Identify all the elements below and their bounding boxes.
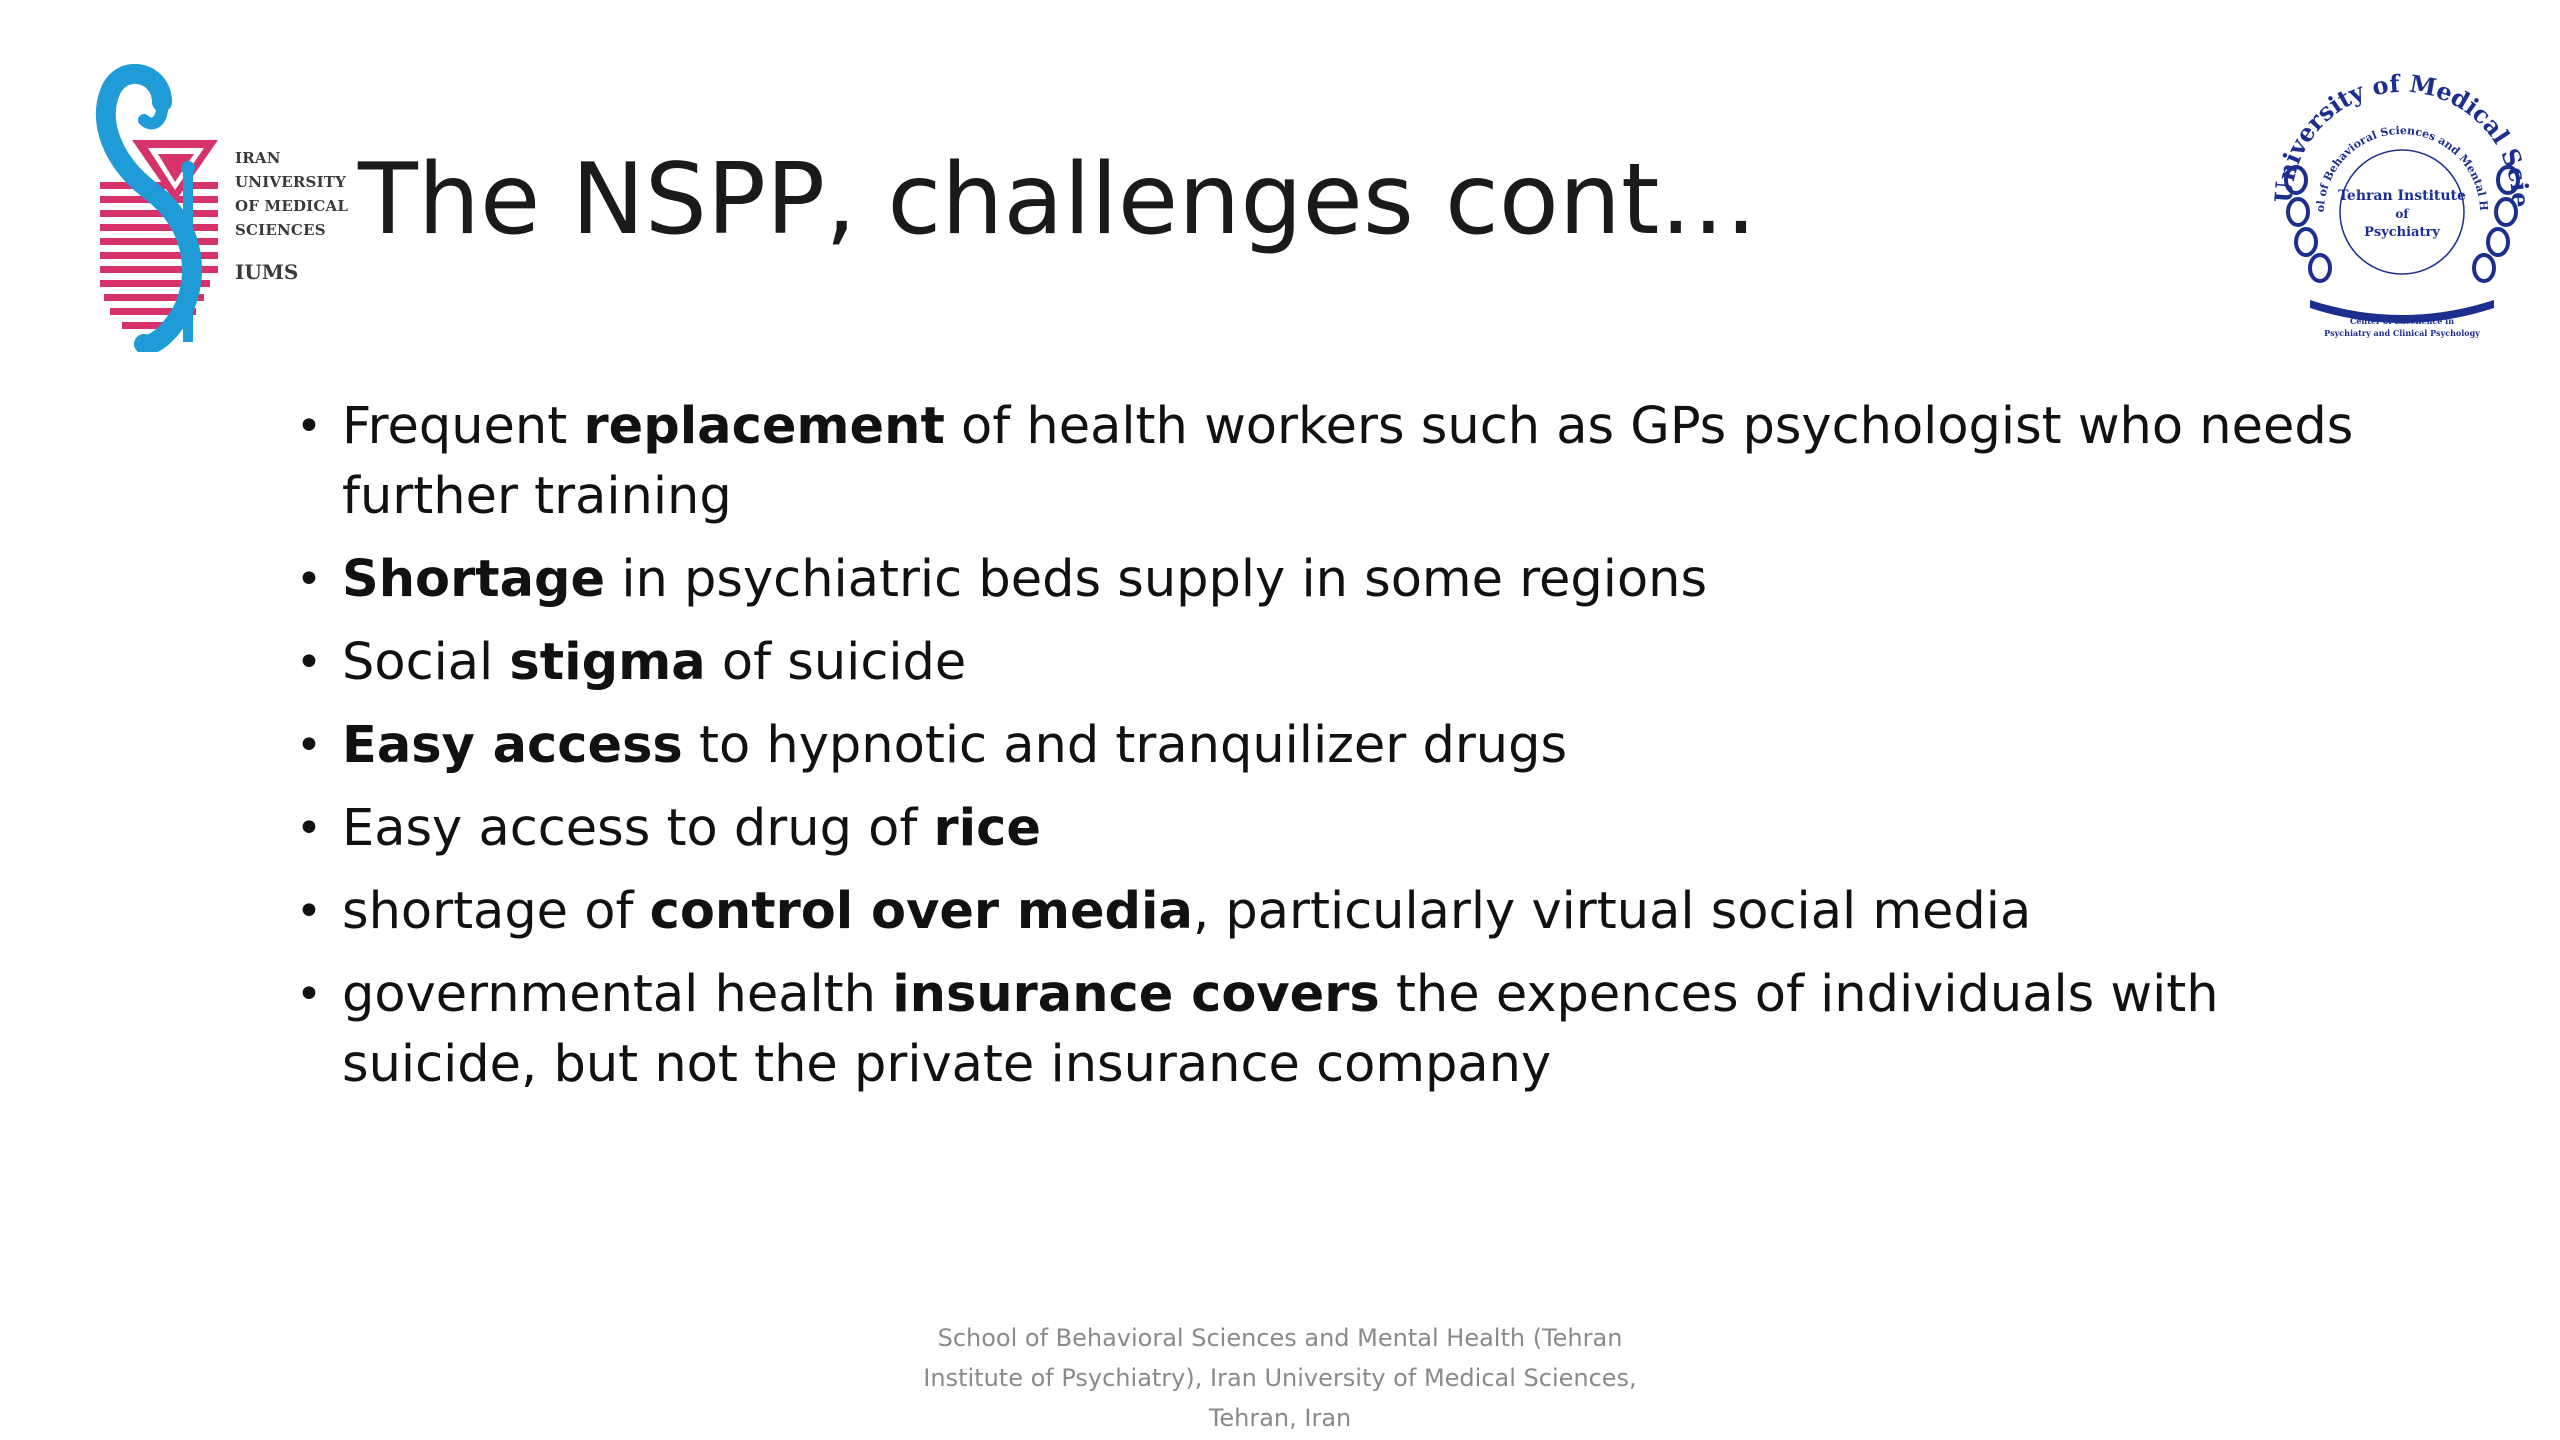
iums-logo-line: UNIVERSITY — [235, 173, 347, 191]
bullet-text: to hypnotic and tranquilizer drugs — [682, 716, 1568, 775]
iums-logo — [92, 62, 349, 362]
list-item — [296, 794, 2416, 864]
bullet-emphasis: Easy access — [342, 716, 683, 775]
seal-inner-ring-text: ol of Behavioral Sciences and Mental H — [2313, 123, 2491, 213]
tehran-institute-seal — [2262, 62, 2542, 352]
slide-footer — [880, 1318, 1680, 1438]
bullet-text: of suicide — [705, 633, 967, 692]
iums-logo-line: IRAN — [235, 149, 281, 167]
bullet-icon: • — [296, 554, 322, 605]
bullet-emphasis: Shortage — [342, 550, 606, 609]
challenges-list — [296, 392, 2416, 1113]
page-title: The NSPP, challenges cont… — [358, 143, 1758, 257]
footer-line: Institute of Psychiatry), Iran University of Medical Sciences, — [923, 1364, 1637, 1392]
list-item — [296, 392, 2416, 532]
bullet-icon: • — [296, 720, 322, 771]
bullet-text: in psychiatric beds supply in some regions — [605, 550, 1708, 609]
bullet-icon: • — [296, 637, 322, 688]
seal-center-text-3: Psychiatry — [2364, 225, 2440, 240]
bullet-text: Easy access to drug of — [342, 799, 934, 858]
bullet-icon: • — [296, 886, 322, 937]
bullet-emphasis: rice — [933, 799, 1041, 858]
bullet-text: , particularly virtual social media — [1192, 882, 2032, 941]
seal-ring-text: University of Medical Scie — [2268, 68, 2536, 208]
list-item — [296, 960, 2416, 1100]
seal-center-text-2: of — [2395, 207, 2409, 221]
seal-center-text-1: Tehran Institute — [2338, 188, 2466, 204]
iums-logo-line: OF MEDICAL — [235, 197, 349, 215]
list-item — [296, 545, 2416, 615]
bullet-text: shortage of — [342, 882, 650, 941]
list-item — [296, 877, 2416, 947]
bullet-emphasis: control over media — [649, 882, 1193, 941]
iums-logo-icon — [92, 62, 232, 352]
bullet-icon: • — [296, 401, 322, 452]
tehran-institute-seal-icon — [2262, 62, 2542, 352]
bullet-text: of health workers such as GPs psychologist who needs further training — [342, 397, 2354, 526]
bullet-text: governmental health — [342, 965, 893, 1024]
footer-line: School of Behavioral Sciences and Mental Health (Tehran — [937, 1324, 1623, 1352]
bullet-emphasis: replacement — [583, 397, 945, 456]
iums-logo-abbr: IUMS — [235, 260, 299, 284]
bullet-icon: • — [296, 969, 322, 1020]
list-item — [296, 711, 2416, 781]
iums-logo-line: SCIENCES — [235, 221, 326, 239]
bullet-text: Social — [342, 633, 510, 692]
bullet-text: Frequent — [342, 397, 584, 456]
list-item — [296, 628, 2416, 698]
bullet-text: the expences of individuals with suicide, but not the private insurance company — [342, 965, 2219, 1094]
iums-logo-text — [235, 146, 348, 242]
bullet-emphasis: stigma — [509, 633, 706, 692]
seal-bottom-text-2: Psychiatry and Clinical Psychology — [2324, 328, 2480, 338]
bullet-emphasis: insurance covers — [892, 965, 1380, 1024]
bullet-icon: • — [296, 803, 322, 854]
footer-line: Tehran, Iran — [1208, 1404, 1352, 1432]
seal-bottom-text-1: Center of Excellence in — [2349, 316, 2455, 326]
